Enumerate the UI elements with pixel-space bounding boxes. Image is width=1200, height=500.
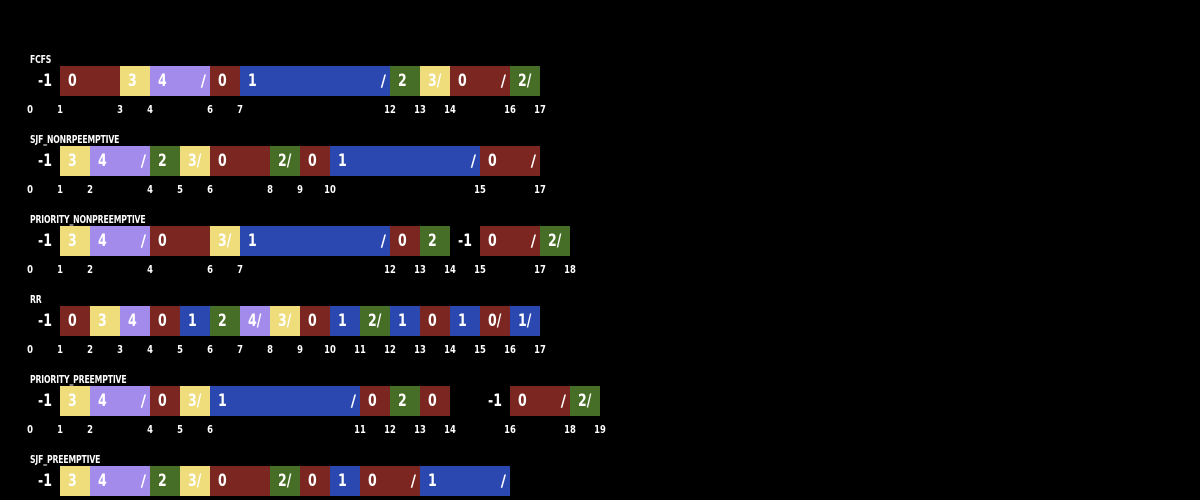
segment-label: 2/ xyxy=(368,311,382,331)
gantt-segment xyxy=(420,466,510,496)
gantt-segment xyxy=(60,466,90,496)
segment-label: 0 xyxy=(488,231,497,251)
time-tick: 7 xyxy=(237,263,243,276)
segment-completion-slash: / xyxy=(140,471,146,490)
gantt-segment xyxy=(540,226,570,256)
segment-label: 2/ xyxy=(578,391,592,411)
gantt-segment xyxy=(210,226,240,256)
time-tick: 9 xyxy=(297,183,303,196)
gantt-segment xyxy=(330,146,480,176)
time-tick: 1 xyxy=(57,423,63,436)
gantt-segment xyxy=(480,226,540,256)
time-tick: 7 xyxy=(237,343,243,356)
time-tick: 3 xyxy=(117,103,123,116)
gantt-segment xyxy=(150,306,180,336)
gantt-segment xyxy=(60,226,90,256)
segment-label: -1 xyxy=(458,231,472,251)
gantt-segment xyxy=(30,386,60,416)
segment-label: 2/ xyxy=(518,71,532,91)
gantt-segment xyxy=(450,306,480,336)
time-tick: 4 xyxy=(147,343,153,356)
time-tick: 12 xyxy=(384,103,396,116)
gantt-segment xyxy=(30,66,60,96)
segment-label: 2 xyxy=(218,311,227,331)
segment-label: 0 xyxy=(158,231,167,251)
time-tick: 13 xyxy=(414,263,426,276)
segment-label: 1 xyxy=(338,471,347,491)
gantt-segment xyxy=(60,66,120,96)
gantt-segment xyxy=(150,466,180,496)
gantt-segment xyxy=(300,466,330,496)
segment-label: 4 xyxy=(98,231,107,251)
gantt-segment xyxy=(240,226,390,256)
gantt-segment xyxy=(150,146,180,176)
time-tick: 2 xyxy=(87,263,93,276)
segment-label: 3 xyxy=(68,471,77,491)
segment-completion-slash: / xyxy=(470,151,476,170)
segment-label: 4/ xyxy=(248,311,262,331)
time-tick: 1 xyxy=(57,263,63,276)
time-tick: 10 xyxy=(324,343,336,356)
gantt-segment xyxy=(150,386,180,416)
time-tick: 6 xyxy=(207,263,213,276)
gantt-segment xyxy=(120,66,150,96)
time-tick: 17 xyxy=(534,183,546,196)
segment-label: 1/ xyxy=(518,311,532,331)
time-tick: 1 xyxy=(57,103,63,116)
time-tick: 18 xyxy=(564,423,576,436)
gantt-segment xyxy=(480,146,540,176)
segment-completion-slash: / xyxy=(380,71,386,90)
segment-label: 0 xyxy=(488,151,497,171)
time-tick: 4 xyxy=(147,183,153,196)
segment-label: 3/ xyxy=(188,151,202,171)
time-tick: 1 xyxy=(57,183,63,196)
time-tick: 6 xyxy=(207,423,213,436)
segment-label: 0 xyxy=(428,391,437,411)
time-tick: 1 xyxy=(57,343,63,356)
gantt-segment xyxy=(390,226,420,256)
gantt-segment xyxy=(300,306,330,336)
gantt-segment xyxy=(90,306,120,336)
time-tick: 17 xyxy=(534,103,546,116)
time-tick: 16 xyxy=(504,423,516,436)
time-tick: 6 xyxy=(207,183,213,196)
segment-label: 1 xyxy=(428,471,437,491)
time-tick: 14 xyxy=(444,263,456,276)
time-tick: 17 xyxy=(534,263,546,276)
gantt-segment xyxy=(180,466,210,496)
time-tick: 12 xyxy=(384,423,396,436)
segment-label: 0/ xyxy=(488,311,502,331)
gantt-segment xyxy=(60,386,90,416)
time-tick: 14 xyxy=(444,343,456,356)
time-tick: 4 xyxy=(147,423,153,436)
segment-label: 1 xyxy=(338,311,347,331)
time-tick: 11 xyxy=(354,343,366,356)
gantt-segment xyxy=(180,306,210,336)
gantt-segment xyxy=(90,146,150,176)
segment-label: -1 xyxy=(38,311,52,331)
segment-label: 2 xyxy=(398,71,407,91)
gantt-segment xyxy=(450,386,510,416)
algorithm-title: PRIORITY_NONPREEMPTIVE xyxy=(30,213,146,226)
gantt-segment xyxy=(240,306,270,336)
segment-label: 3 xyxy=(98,311,107,331)
segment-label: 0 xyxy=(368,391,377,411)
segment-label: 3/ xyxy=(218,231,232,251)
segment-label: 0 xyxy=(368,471,377,491)
gantt-segment xyxy=(90,386,150,416)
gantt-segment xyxy=(330,306,360,336)
segment-label: 2 xyxy=(158,151,167,171)
time-tick: 3 xyxy=(117,343,123,356)
gantt-segment xyxy=(360,466,420,496)
segment-completion-slash: / xyxy=(410,471,416,490)
gantt-segment xyxy=(120,306,150,336)
gantt-segment xyxy=(210,66,240,96)
segment-label: 4 xyxy=(98,391,107,411)
gantt-segment xyxy=(510,386,570,416)
gantt-segment xyxy=(30,466,60,496)
gantt-segment xyxy=(420,306,450,336)
segment-label: 0 xyxy=(308,311,317,331)
gantt-segment xyxy=(270,306,300,336)
segment-completion-slash: / xyxy=(140,151,146,170)
time-tick: 2 xyxy=(87,183,93,196)
gantt-segment xyxy=(60,146,90,176)
time-tick: 10 xyxy=(324,183,336,196)
segment-label: 4 xyxy=(128,311,137,331)
gantt-segment xyxy=(270,146,300,176)
time-tick: 9 xyxy=(297,343,303,356)
gantt-segment xyxy=(30,226,60,256)
segment-label: 4 xyxy=(98,151,107,171)
gantt-segment xyxy=(210,386,360,416)
gantt-segment xyxy=(90,466,150,496)
time-tick: 5 xyxy=(177,183,183,196)
time-tick: 2 xyxy=(87,423,93,436)
segment-label: 4 xyxy=(158,71,167,91)
segment-completion-slash: / xyxy=(530,151,536,170)
algorithm-title: SJF_NONRPEEMPTIVE xyxy=(30,133,120,146)
time-tick: 5 xyxy=(177,423,183,436)
gantt-segment xyxy=(150,66,210,96)
segment-label: 0 xyxy=(218,471,227,491)
gantt-segment xyxy=(510,66,540,96)
segment-label: 0 xyxy=(458,71,467,91)
segment-label: 0 xyxy=(158,391,167,411)
time-tick: 11 xyxy=(354,423,366,436)
time-tick: 0 xyxy=(27,343,33,356)
gantt-segment xyxy=(390,66,420,96)
segment-label: 3 xyxy=(128,71,137,91)
segment-label: 2 xyxy=(428,231,437,251)
segment-label: 3 xyxy=(68,391,77,411)
algorithm-title: SJF_PREEMPTIVE xyxy=(30,453,101,466)
segment-label: 1 xyxy=(338,151,347,171)
gantt-segment xyxy=(420,386,450,416)
time-tick: 13 xyxy=(414,103,426,116)
time-tick: 8 xyxy=(267,343,273,356)
gantt-segment xyxy=(60,306,90,336)
gantt-segment xyxy=(30,146,60,176)
gantt-segment xyxy=(210,146,270,176)
gantt-segment xyxy=(330,466,360,496)
time-tick: 12 xyxy=(384,343,396,356)
time-tick: 16 xyxy=(504,103,516,116)
segment-label: 3 xyxy=(68,151,77,171)
gantt-segment xyxy=(450,226,480,256)
time-tick: 0 xyxy=(27,103,33,116)
time-tick: 12 xyxy=(384,263,396,276)
segment-label: 1 xyxy=(248,71,257,91)
gantt-segment xyxy=(180,386,210,416)
gantt-segment xyxy=(360,386,390,416)
time-tick: 4 xyxy=(147,103,153,116)
segment-label: 0 xyxy=(68,311,77,331)
gantt-segment xyxy=(90,226,150,256)
segment-completion-slash: / xyxy=(500,471,506,490)
segment-label: 2 xyxy=(158,471,167,491)
segment-label: -1 xyxy=(38,151,52,171)
time-tick: 6 xyxy=(207,343,213,356)
gantt-segment xyxy=(30,306,60,336)
segment-label: -1 xyxy=(38,391,52,411)
time-tick: 0 xyxy=(27,423,33,436)
segment-completion-slash: / xyxy=(140,231,146,250)
segment-label: 4 xyxy=(98,471,107,491)
segment-label: 3/ xyxy=(278,311,292,331)
time-tick: 17 xyxy=(534,343,546,356)
segment-label: 2 xyxy=(398,391,407,411)
time-tick: 14 xyxy=(444,423,456,436)
time-tick: 14 xyxy=(444,103,456,116)
segment-label: -1 xyxy=(38,471,52,491)
segment-completion-slash: / xyxy=(380,231,386,250)
segment-label: 2/ xyxy=(548,231,562,251)
algorithm-title: PRIORITY_PREEMPTIVE xyxy=(30,373,127,386)
segment-completion-slash: / xyxy=(500,71,506,90)
gantt-segment xyxy=(240,66,390,96)
segment-completion-slash: / xyxy=(560,391,566,410)
segment-label: 0 xyxy=(218,151,227,171)
segment-label: 3/ xyxy=(428,71,442,91)
gantt-segment xyxy=(210,306,240,336)
algorithm-title: RR xyxy=(30,293,42,306)
segment-label: 0 xyxy=(308,151,317,171)
gantt-segment xyxy=(360,306,390,336)
gantt-segment xyxy=(450,66,510,96)
time-tick: 5 xyxy=(177,343,183,356)
segment-label: 0 xyxy=(398,231,407,251)
gantt-segment xyxy=(420,226,450,256)
segment-label: 1 xyxy=(218,391,227,411)
algorithm-title: FCFS xyxy=(30,53,52,66)
time-tick: 0 xyxy=(27,263,33,276)
segment-label: 2/ xyxy=(278,151,292,171)
segment-label: 0 xyxy=(518,391,527,411)
segment-label: 1 xyxy=(398,311,407,331)
time-tick: 7 xyxy=(237,103,243,116)
gantt-segment xyxy=(210,466,270,496)
time-tick: 15 xyxy=(474,263,486,276)
segment-label: 0 xyxy=(158,311,167,331)
gantt-segment xyxy=(150,226,210,256)
gantt-segment xyxy=(390,386,420,416)
segment-completion-slash: / xyxy=(140,391,146,410)
time-tick: 4 xyxy=(147,263,153,276)
segment-label: 0 xyxy=(218,71,227,91)
segment-label: 3/ xyxy=(188,391,202,411)
time-tick: 13 xyxy=(414,343,426,356)
segment-label: 1 xyxy=(248,231,257,251)
gantt-segment xyxy=(180,146,210,176)
segment-label: 0 xyxy=(308,471,317,491)
segment-label: -1 xyxy=(38,71,52,91)
segment-label: -1 xyxy=(488,391,502,411)
segment-label: -1 xyxy=(38,231,52,251)
gantt-segment xyxy=(570,386,600,416)
gantt-segment xyxy=(510,306,540,336)
time-tick: 18 xyxy=(564,263,576,276)
time-tick: 15 xyxy=(474,183,486,196)
time-tick: 15 xyxy=(474,343,486,356)
gantt-segment xyxy=(420,66,450,96)
segment-completion-slash: / xyxy=(350,391,356,410)
time-tick: 13 xyxy=(414,423,426,436)
time-tick: 8 xyxy=(267,183,273,196)
segment-label: 0 xyxy=(428,311,437,331)
time-tick: 6 xyxy=(207,103,213,116)
segment-label: 2/ xyxy=(278,471,292,491)
segment-completion-slash: / xyxy=(200,71,206,90)
gantt-segment xyxy=(480,306,510,336)
gantt-segment xyxy=(300,146,330,176)
time-tick: 16 xyxy=(504,343,516,356)
time-tick: 19 xyxy=(594,423,606,436)
segment-label: 1 xyxy=(188,311,197,331)
gantt-segment xyxy=(270,466,300,496)
time-tick: 2 xyxy=(87,343,93,356)
segment-label: 0 xyxy=(68,71,77,91)
gantt-segment xyxy=(390,306,420,336)
time-tick: 0 xyxy=(27,183,33,196)
segment-completion-slash: / xyxy=(530,231,536,250)
segment-label: 3 xyxy=(68,231,77,251)
segment-label: 1 xyxy=(458,311,467,331)
segment-label: 3/ xyxy=(188,471,202,491)
